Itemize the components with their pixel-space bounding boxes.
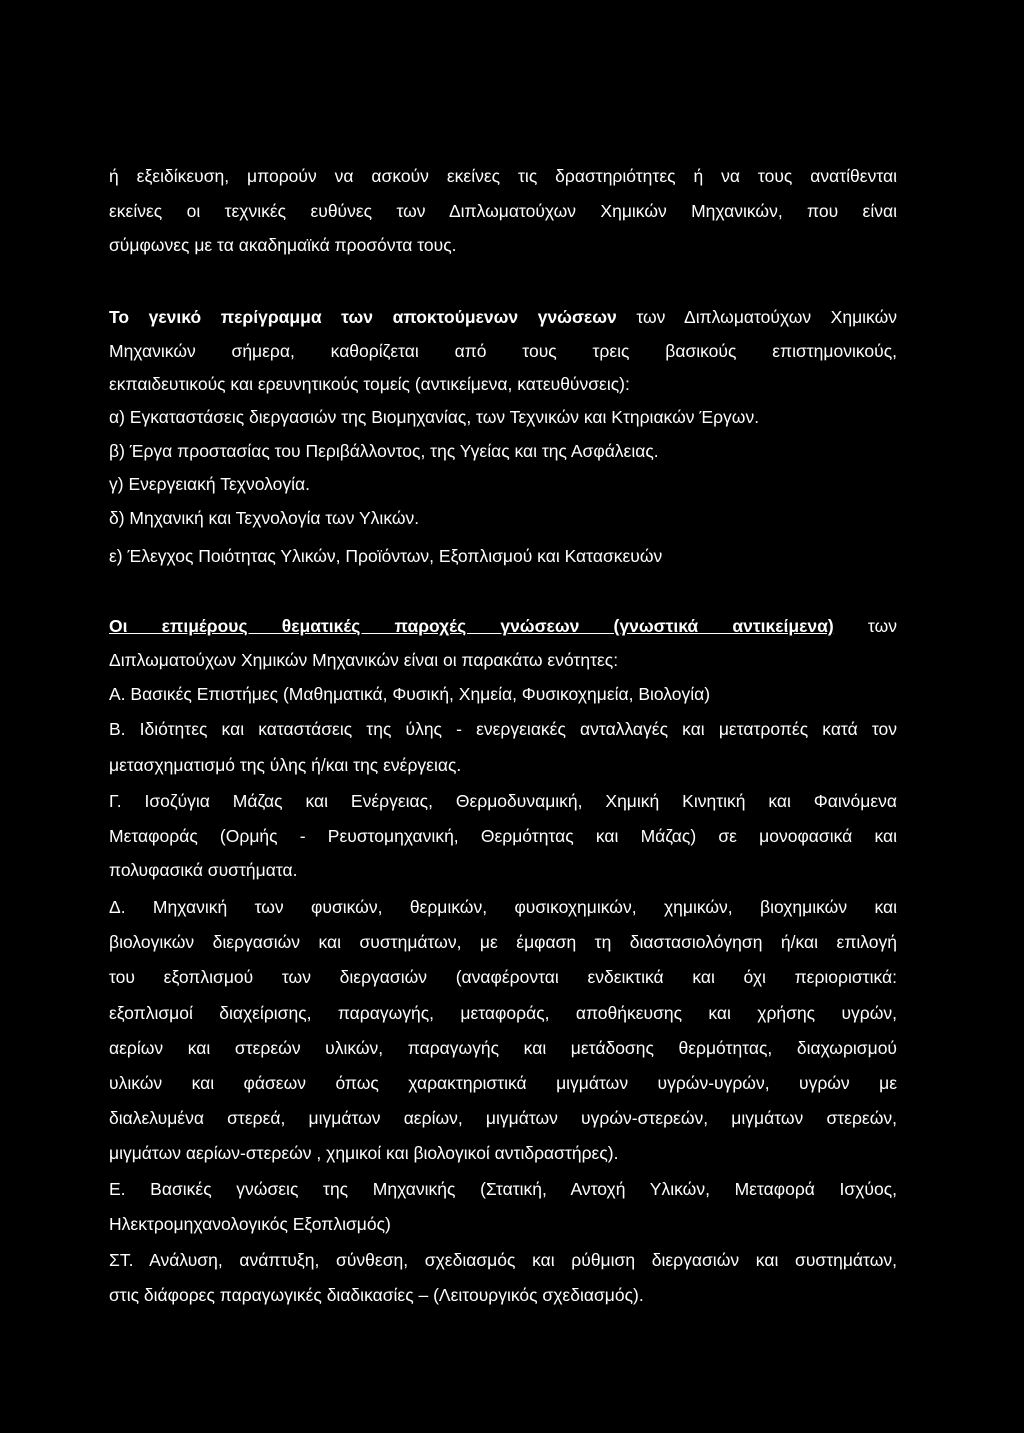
outline-line-2: Μηχανικών σήμερα, καθορίζεται από τους τρεις βασικούς επιστημονικούς, bbox=[109, 341, 897, 361]
section-d-line-6: υλικών και φάσεων όπως χαρακτηριστικά μιγμάτων υγρών-υγρών, υγρών με bbox=[109, 1073, 897, 1093]
thematic-line-1 bbox=[109, 615, 897, 637]
thematic-line-2: Διπλωματούχων Χημικών Μηχανικών είναι οι παρακάτω ενότητες: bbox=[109, 650, 619, 670]
outline-item-c: γ) Ενεργειακή Τεχνολογία. bbox=[109, 474, 310, 494]
intro-line-1: ή εξειδίκευση, μπορούν να ασκούν εκείνες τις δραστηριότητες ή να τους ανατίθενται bbox=[109, 166, 897, 186]
section-d-line-1: Δ. Μηχανική των φυσικών, θερμικών, φυσικοχημικών, χημικών, βιοχημικών και bbox=[109, 897, 897, 917]
outline-item-a: α) Εγκαταστάσεις διεργασιών της Βιομηχανίας, των Τεχνικών και Κτηριακών Έργων. bbox=[109, 407, 760, 427]
section-st-line-2: στις διάφορες παραγωγικές διαδικασίες – (Λειτουργικός σχεδιασμός). bbox=[109, 1285, 644, 1305]
section-e-line-1: Ε. Βασικές γνώσεις της Μηχανικής (Στατική, Αντοχή Υλικών, Μεταφορά Ισχύος, bbox=[109, 1179, 897, 1199]
intro-line-2: εκείνες οι τεχνικές ευθύνες των Διπλωματούχων Χημικών Μηχανικών, που είναι bbox=[109, 201, 897, 221]
section-g-line-3: πολυφασικά συστήματα. bbox=[109, 860, 298, 880]
section-b-line-1: Β. Ιδιότητες και καταστάσεις της ύλης - ενεργειακές ανταλλαγές και μετατροπές κατά τον bbox=[109, 719, 897, 739]
section-g-line-2: Μεταφοράς (Ορμής - Ρευστομηχανική, Θερμότητας και Μάζας) σε μονοφασικά και bbox=[109, 826, 897, 846]
section-d-line-7: διαλελυμένα στερεά, μιγμάτων αερίων, μιγμάτων υγρών-στερεών, μιγμάτων στερεών, bbox=[109, 1108, 897, 1128]
section-d-line-2: βιολογικών διεργασιών και συστημάτων, με έμφαση τη διαστασιολόγηση ή/και επιλογή bbox=[109, 932, 897, 952]
outline-item-d: δ) Μηχανική και Τεχνολογία των Υλικών. bbox=[109, 508, 420, 528]
section-b-line-2: μετασχηματισμό της ύλης ή/και της ενέργειας. bbox=[109, 755, 462, 775]
section-d-line-4: εξοπλισμοί διαχείρισης, παραγωγής, μεταφοράς, αποθήκευσης και χρήσης υγρών, bbox=[109, 1003, 897, 1023]
thematic-line-1-rest: των bbox=[833, 616, 897, 636]
section-st-line-1: ΣΤ. Ανάλυση, ανάπτυξη, σύνθεση, σχεδιασμός και ρύθμιση διεργασιών και συστημάτων, bbox=[109, 1250, 897, 1270]
section-g-line-1: Γ. Ισοζύγια Μάζας και Ενέργειας, Θερμοδυναμική, Χημική Κινητική και Φαινόμενα bbox=[109, 791, 897, 811]
thematic-bold-heading: Οι επιμέρους θεματικές παροχές γνώσεων (γνωστικά αντικείμενα) bbox=[109, 616, 834, 636]
section-d-line-8: μιγμάτων αερίων-στερεών , χημικοί και βιολογικοί αντιδραστήρες). bbox=[109, 1143, 619, 1163]
outline-line-1-rest: των Διπλωματούχων Χημικών bbox=[616, 307, 898, 327]
section-d-line-3: του εξοπλισμού των διεργασιών (αναφέρονται ενδεικτικά και όχι περιοριστικά: bbox=[109, 967, 897, 987]
section-e-line-2: Ηλεκτρομηχανολογικός Εξοπλισμός) bbox=[109, 1214, 391, 1234]
outline-bold-heading: Το γενικό περίγραμμα των αποκτούμενων γνώσεων bbox=[109, 307, 617, 327]
outline-item-e: ε) Έλεγχος Ποιότητας Υλικών, Προϊόντων, Εξοπλισμού και Κατασκευών bbox=[109, 546, 663, 566]
outline-item-b: β) Έργα προστασίας του Περιβάλλοντος, της Υγείας και της Ασφάλειας. bbox=[109, 441, 659, 461]
intro-line-3: σύμφωνες με τα ακαδημαϊκά προσόντα τους. bbox=[109, 235, 457, 255]
section-a: Α. Βασικές Επιστήμες (Μαθηματικά, Φυσική, Χημεία, Φυσικοχημεία, Βιολογία) bbox=[109, 684, 711, 704]
outline-line-3: εκπαιδευτικούς και ερευνητικούς τομείς (αντικείμενα, κατευθύνσεις): bbox=[109, 374, 630, 394]
outline-line-1 bbox=[109, 306, 897, 328]
section-d-line-5: αερίων και στερεών υλικών, παραγωγής και μετάδοσης θερμότητας, διαχωρισμού bbox=[109, 1038, 897, 1058]
